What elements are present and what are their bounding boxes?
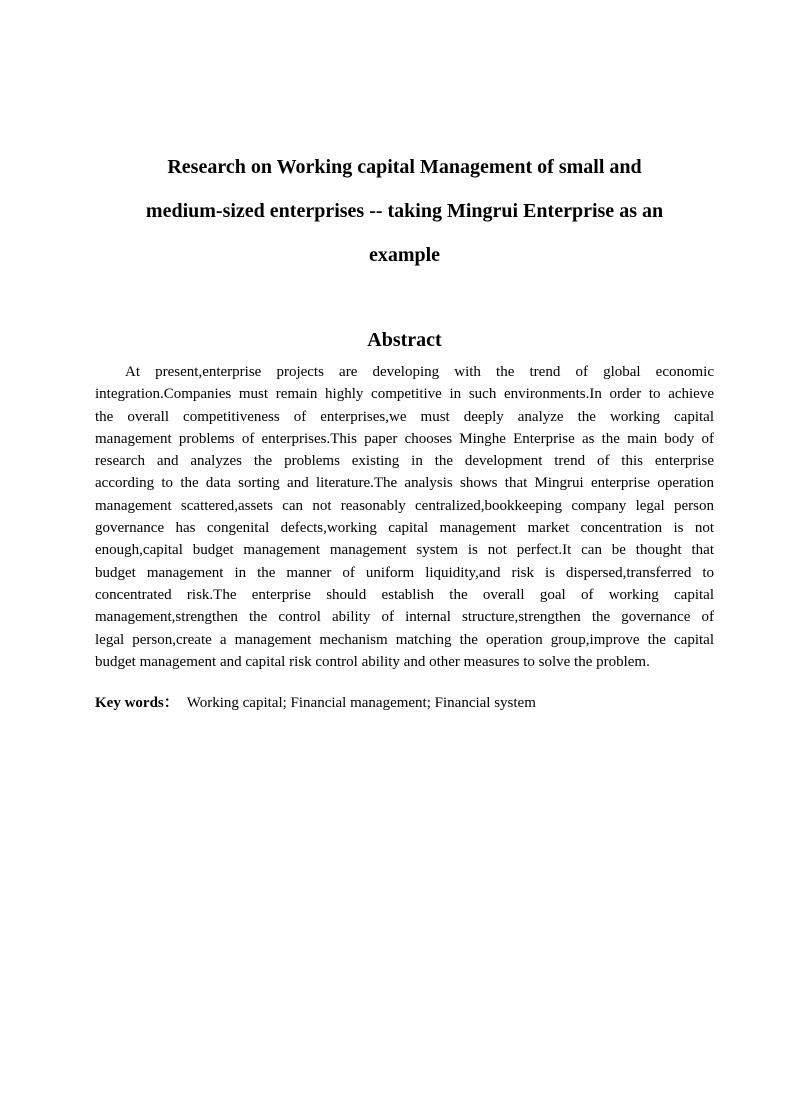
abstract-line: enough,capital budget management management system is not perfect.It can be thought that bbox=[95, 542, 714, 559]
abstract-heading: Abstract bbox=[367, 329, 442, 351]
title-line-1: Research on Working capital Management of small and bbox=[167, 156, 642, 178]
abstract-line: governance has congenital defects,working capital management market concentration is not bbox=[95, 520, 714, 537]
abstract-line: according to the data sorting and literature.The analysis shows that Mingrui enterprise operation bbox=[95, 475, 714, 492]
abstract-line: management,strengthen the control ability of internal structure,strengthen the governance of bbox=[95, 609, 714, 626]
keywords-text: Working capital; Financial management; Financial system bbox=[186, 695, 536, 711]
keywords bbox=[95, 692, 714, 714]
keywords-label: Key words bbox=[95, 695, 164, 711]
abstract-line: research and analyzes the problems existing in the development trend of this enterprise bbox=[95, 453, 714, 470]
abstract-line: budget management and capital risk control ability and other measures to solve the problem. bbox=[95, 653, 650, 670]
abstract-line: budget management in the manner of uniform liquidity,and risk is dispersed,transferred to bbox=[95, 564, 714, 581]
abstract-line: the overall competitiveness of enterprises,we must deeply analyze the working capital bbox=[95, 408, 714, 425]
abstract-body bbox=[95, 361, 714, 673]
abstract-line: integration.Companies must remain highly competitive in such environments.In order to achieve bbox=[95, 386, 714, 403]
abstract-line: management problems of enterprises.This paper chooses Minghe Enterprise as the main body of bbox=[95, 430, 714, 447]
abstract-line: management scattered,assets can not reasonably centralized,bookkeeping company legal person bbox=[95, 497, 714, 514]
abstract-line: legal person,create a management mechanism matching the operation group,improve the capital bbox=[95, 631, 714, 648]
abstract-line: At present,enterprise projects are developing with the trend of global economic bbox=[125, 364, 714, 380]
abstract-line: concentrated risk.The enterprise should establish the overall goal of working capital bbox=[95, 586, 714, 603]
title-line-2: medium-sized enterprises -- taking Mingrui Enterprise as an bbox=[145, 200, 664, 222]
paper-title bbox=[95, 145, 714, 277]
keywords-separator: ： bbox=[163, 695, 179, 711]
title-line-3: example bbox=[368, 244, 441, 266]
